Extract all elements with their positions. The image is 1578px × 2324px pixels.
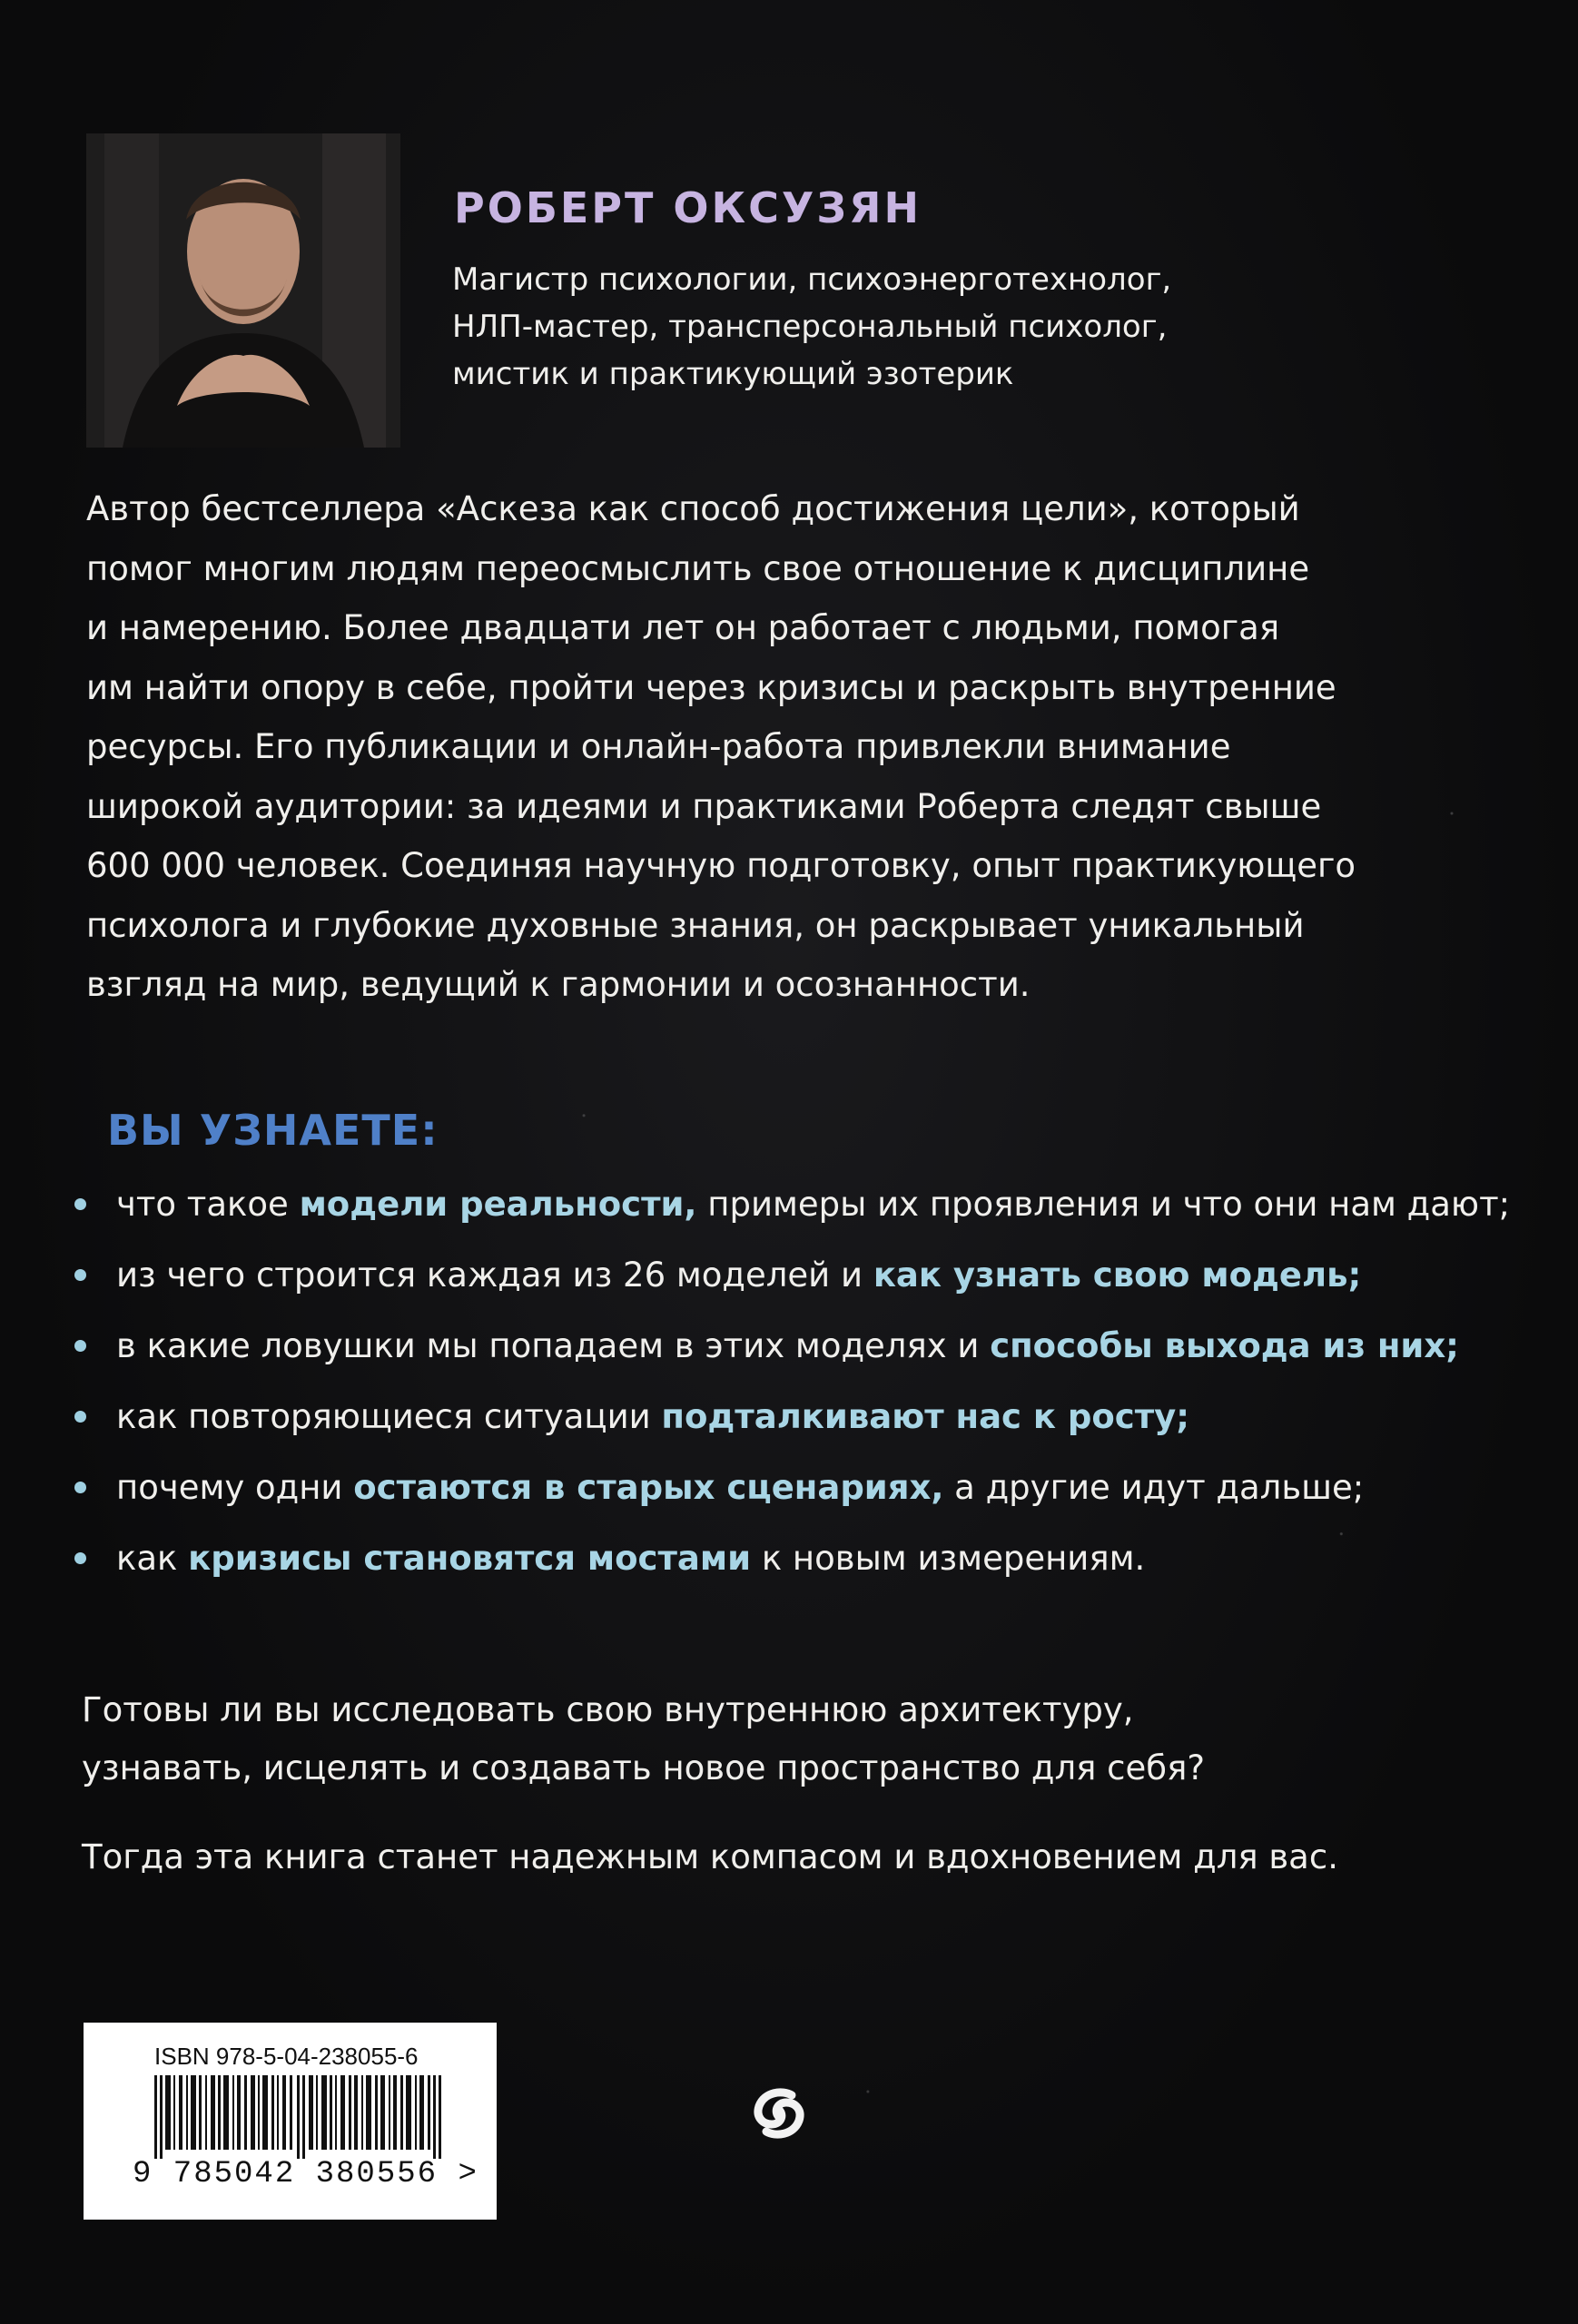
bio-line: широкой аудитории: за идеями и практиками Роберта следят свыше xyxy=(86,786,1322,826)
learn-item-text: примеры их проявления и что они нам дают; xyxy=(696,1185,1511,1224)
learn-item-highlight: остаются в старых сценариях, xyxy=(353,1468,944,1507)
learn-item xyxy=(74,1394,1563,1465)
bullet-dot-icon xyxy=(74,1269,86,1281)
barcode-label xyxy=(84,2023,497,2220)
learn-item xyxy=(74,1182,1563,1253)
bio-line: взгляд на мир, ведущий к гармонии и осознанности. xyxy=(86,965,1031,1004)
barcode-bars xyxy=(154,2075,454,2159)
author-credentials-line: Магистр психологии, психоэнерготехнолог, xyxy=(452,261,1172,298)
learn-item xyxy=(74,1253,1563,1324)
learn-item-highlight: модели реальности, xyxy=(299,1185,697,1224)
author-credentials-line: НЛП-мастер, трансперсональный психолог, xyxy=(452,309,1168,345)
learn-item-text: что такое xyxy=(116,1185,300,1224)
learn-item-text: в какие ловушки мы попадаем в этих моделях и xyxy=(116,1326,991,1365)
bio-line: психолога и глубокие духовные знания, он раскрывает уникальный xyxy=(86,905,1305,945)
closing-final-line: Тогда эта книга станет надежным компасом и вдохновением для вас. xyxy=(82,1837,1338,1876)
publisher-logo-icon xyxy=(745,2079,814,2148)
learn-item-text: а другие идут дальше; xyxy=(943,1468,1365,1507)
learn-item-text: из чего строится каждая из 26 моделей и xyxy=(116,1256,873,1295)
learn-list xyxy=(74,1182,1563,1607)
bullet-dot-icon xyxy=(74,1340,86,1352)
learn-item-highlight: способы выхода из них; xyxy=(990,1326,1459,1365)
learn-item xyxy=(74,1324,1563,1394)
bio-line: им найти опору в себе, пройти через кризисы и раскрыть внутренние xyxy=(86,667,1336,707)
bullet-dot-icon xyxy=(74,1411,86,1423)
closing-text xyxy=(82,1681,1516,1886)
barcode-number: 9 785042 380556 > xyxy=(133,2157,478,2191)
bullet-dot-icon xyxy=(74,1198,86,1210)
learn-item xyxy=(74,1536,1563,1607)
author-photo xyxy=(86,133,400,448)
closing-question-line: Готовы ли вы исследовать свою внутреннюю архитектуру, xyxy=(82,1690,1134,1729)
learn-item-text: почему одни xyxy=(116,1468,354,1507)
author-bio xyxy=(86,479,1521,1015)
author-credentials xyxy=(452,256,1269,398)
closing-question-line: узнавать, исцелять и создавать новое пространство для себя? xyxy=(82,1748,1206,1787)
learn-item xyxy=(74,1465,1563,1536)
bio-line: ресурсы. Его публикации и онлайн-работа привлекли внимание xyxy=(86,727,1231,766)
learn-item-highlight: как узнать свою модель; xyxy=(873,1256,1362,1295)
learn-item-highlight: подталкивают нас к росту; xyxy=(661,1397,1190,1436)
author-credentials-line: мистик и практикующий эзотерик xyxy=(452,356,1014,392)
learn-item-text: как xyxy=(116,1539,189,1578)
learn-item-highlight: кризисы становятся мостами xyxy=(188,1539,752,1578)
learn-item-text: к новым измерениям. xyxy=(751,1539,1146,1578)
bio-line: и намерению. Более двадцати лет он работает с людьми, помогая xyxy=(86,608,1280,647)
isbn-text: ISBN 978-5-04-238055-6 xyxy=(154,2043,419,2070)
bullet-dot-icon xyxy=(74,1482,86,1493)
bullet-dot-icon xyxy=(74,1552,86,1564)
author-name: РОБЕРТ ОКСУЗЯН xyxy=(454,183,922,232)
bio-line: 600 000 человек. Соединяя научную подготовку, опыт практикующего xyxy=(86,846,1356,885)
learn-item-text: как повторяющиеся ситуации xyxy=(116,1397,662,1436)
learn-heading: ВЫ УЗНАЕТЕ: xyxy=(107,1106,439,1155)
bio-line: Автор бестселлера «Аскеза как способ достижения цели», который xyxy=(86,489,1300,528)
bio-line: помог многим людям переосмыслить свое отношение к дисциплине xyxy=(86,548,1310,588)
